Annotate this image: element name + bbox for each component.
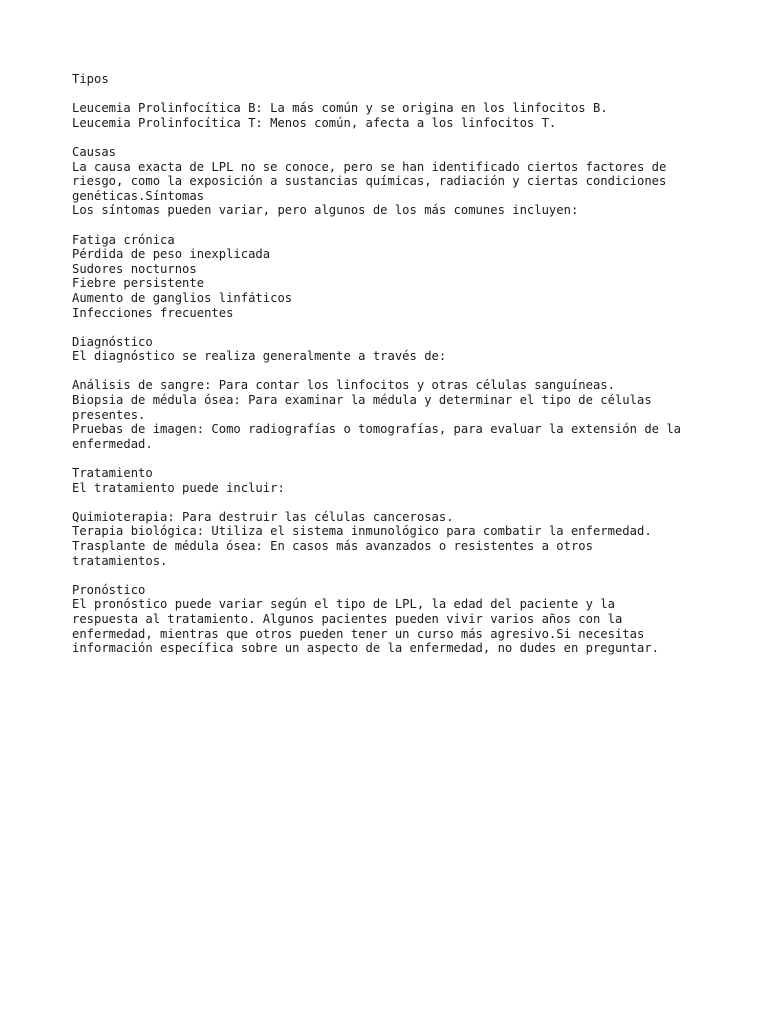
section-heading-diagnostico: Diagnóstico <box>72 334 153 349</box>
diagnostico-line: Pruebas de imagen: Como radiografías o tomografías, para evaluar la extensión de la <box>72 422 682 437</box>
tratamiento-line: Terapia biológica: Utiliza el sistema inmunológico para combatir la enfermedad. <box>72 524 652 539</box>
paragraph-gap <box>72 495 712 510</box>
paragraph-gap <box>72 130 712 145</box>
paragraph-gap <box>72 451 712 466</box>
diagnostico-line: Biopsia de médula ósea: Para examinar la médula y determinar el tipo de células <box>72 393 652 408</box>
pronostico-line: respuesta al tratamiento. Algunos pacientes pueden vivir varios años con la <box>72 611 623 626</box>
diagnostico-intro: El diagnóstico se realiza generalmente a través de: <box>72 349 447 364</box>
paragraph-gap <box>72 320 712 335</box>
paragraph-gap <box>72 87 712 102</box>
tratamiento-line: Quimioterapia: Para destruir las células cancerosas. <box>72 509 454 524</box>
sintomas-item: Aumento de ganglios linfáticos <box>72 290 293 305</box>
tratamiento-line: tratamientos. <box>72 553 168 568</box>
document-page <box>72 72 712 656</box>
sintomas-item: Pérdida de peso inexplicada <box>72 247 271 262</box>
paragraph-gap <box>72 568 712 583</box>
causas-line: Los síntomas pueden variar, pero algunos de los más comunes incluyen: <box>72 203 579 218</box>
sintomas-item: Infecciones frecuentes <box>72 305 234 320</box>
causas-line: La causa exacta de LPL no se conoce, pero se han identificado ciertos factores de <box>72 159 667 174</box>
tratamiento-line: Trasplante de médula ósea: En casos más avanzados o resistentes a otros <box>72 539 593 553</box>
paragraph-gap <box>72 218 712 233</box>
section-heading-causas: Causas <box>72 144 117 159</box>
pronostico-line: información específica sobre un aspecto de la enfermedad, no dudes en preguntar. <box>72 641 659 656</box>
sintomas-item: Sudores nocturnos <box>72 261 197 276</box>
section-heading-tipos: Tipos <box>72 72 109 86</box>
pronostico-line: enfermedad, mientras que otros pueden tener un curso más agresivo.Si necesitas <box>72 626 645 641</box>
diagnostico-line: enfermedad. <box>72 436 153 451</box>
pronostico-line: El pronóstico puede variar según el tipo de LPL, la edad del paciente y la <box>72 597 615 612</box>
sintomas-item: Fiebre persistente <box>72 276 205 291</box>
causas-line: genéticas.Síntomas <box>72 188 205 203</box>
tipos-item: Leucemia Prolinfocítica B: La más común y se origina en los linfocitos B. <box>72 101 608 116</box>
tratamiento-intro: El tratamiento puede incluir: <box>72 480 285 495</box>
tipos-item: Leucemia Prolinfocítica T: Menos común, afecta a los linfocitos T. <box>72 115 557 130</box>
section-heading-pronostico: Pronóstico <box>72 582 146 597</box>
diagnostico-line: Análisis de sangre: Para contar los linfocitos y otras células sanguíneas. <box>72 378 615 393</box>
sintomas-item: Fatiga crónica <box>72 232 175 247</box>
paragraph-gap <box>72 364 712 379</box>
diagnostico-line: presentes. <box>72 407 146 422</box>
section-heading-tratamiento: Tratamiento <box>72 466 153 481</box>
causas-line: riesgo, como la exposición a sustancias químicas, radiación y ciertas condiciones <box>72 174 667 189</box>
